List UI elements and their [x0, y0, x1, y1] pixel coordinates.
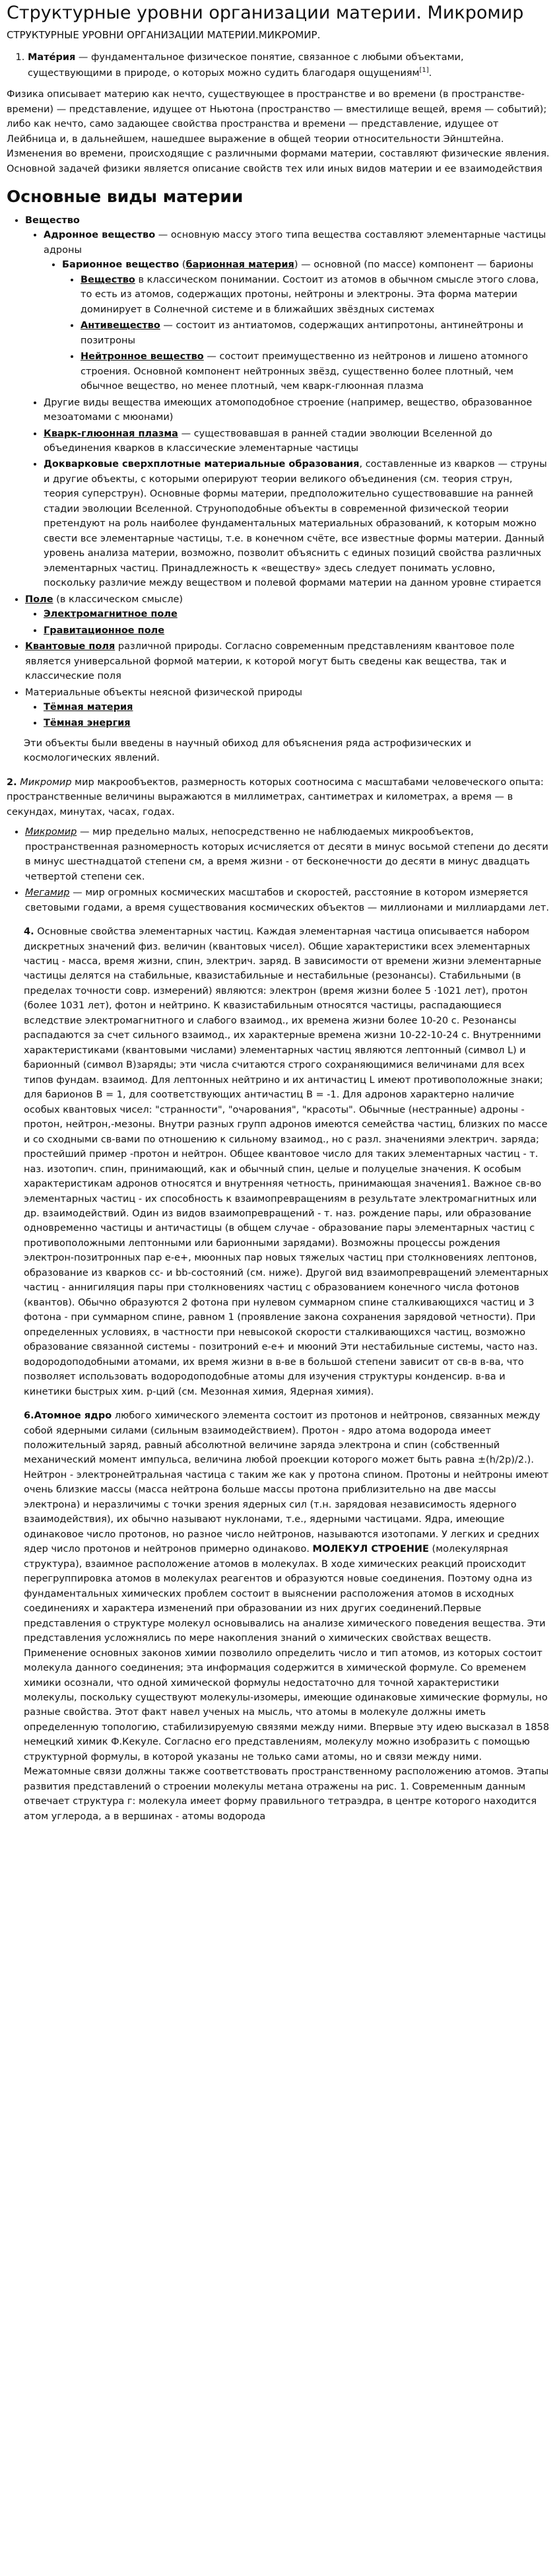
section6-paragraph: [7, 1409, 550, 1824]
em-field-label[interactable]: Электромагнитное поле: [44, 609, 178, 620]
field-tail: (в классическом смысле): [53, 594, 183, 605]
section6-lead: Атомное ядро: [34, 1410, 112, 1422]
substance-item: [25, 213, 550, 591]
micro-item: [25, 825, 550, 884]
neutron-label[interactable]: Нейтронное вещество: [81, 351, 204, 363]
grav-field-label[interactable]: Гравитационное поле: [44, 625, 165, 636]
hadron-item: [44, 228, 550, 394]
field-label[interactable]: Поле: [25, 594, 53, 605]
classic-substance-item: [81, 273, 550, 317]
baryon-label2[interactable]: барионная материя: [185, 260, 294, 271]
section6-text1: любого химического элемента состоит из протонов и нейтронов, связанных между собой ядерными силами (сильным взаимодействием). Протон - ядро атома водорода имеет положительный заряд, равный абсолютной величине заряда электрона и спин (собственный механический момент импульса, величина любой проекции которого может быть равна ±(h/2p)/2.). Нейтрон - электронейтральная частица с таким же как у протона спином. Протоны и нейтроны имеют очень близкие массы (масса нейтрона больше массы протона приблизительно на две массы электрона) и неразличимы с точки зрения ядерных сил (т.н. зарядовая независимость ядерного взаимодействия), их обычно называют нуклонами, т.е., ядерными частицами. Ядра, имеющие одинаковое число протонов, но разное число нейтронов, называются изотопами. У легких и средних ядер число протонов и нейтронов примерно одинаково.: [24, 1410, 549, 1555]
classic-substance-label[interactable]: Вещество: [81, 274, 135, 285]
dark-matter-item: [44, 700, 550, 714]
quantum-field-item: [25, 639, 550, 683]
prequark-label: Докварковые сверхплотные материальные образования: [44, 459, 360, 470]
definition-tail: .: [428, 67, 432, 79]
mega-label[interactable]: Мегамир: [25, 888, 70, 899]
microworld-text: мир макрообъектов, размерность которых соотносима с масштабами человеческого опыта: пространственные величины выражаются в миллиметрах, сантиметрах и километрах, а время — в секундах, минутах, часах, годах.: [7, 777, 544, 818]
types-heading: Основные виды материи: [7, 186, 244, 206]
definition-term: Мате́рия: [28, 52, 76, 63]
micro-list: [7, 825, 550, 915]
intro-paragraph: Физика описывает материю как нечто, существующее в пространстве и во времени (в пространстве-времени) — представление, идущее от Ньютона (пространство — вместилище вещей, время — событий); либо как нечто, само задающее свойства пространства и времени — представление, идущее от Лейбница и, в дальнейшем, нашедшее выражение в общей теории относительности Эйнштейна. Изменения во времени, происходящие с различными формами материи, составляют физические явления. Основной задачей физики является описание свойств тех или иных видов материи и ее взаимодействия: [7, 89, 550, 174]
dark-energy-item: [44, 716, 550, 730]
micro-text: — мир предельно малых, непосредственно не наблюдаемых микрообъектов, пространственная разномерность которых исчисляется от десяти в минус восьмой степени до десяти в минус шестнадцатой степени см, а время жизни - от бесконечности до десяти в минус двадцать четвертой степени сек.: [25, 827, 548, 882]
dark-energy-label[interactable]: Тёмная энергия: [44, 718, 131, 729]
grav-field-item: [44, 623, 550, 638]
qgp-item: [44, 427, 550, 456]
hadron-text: — основную массу этого типа вещества составляют элементарные частицы адроны: [44, 230, 546, 256]
antisubstance-label[interactable]: Антивещество: [81, 320, 160, 331]
antisubstance-item: [81, 318, 550, 348]
microworld-num: 2.: [7, 777, 17, 788]
definition-text: — фундаментальное физическое понятие, связанное с любыми объектами, существующими в природе, о которых можно судить благодаря ощущениям: [28, 52, 464, 79]
section4-paragraph: [7, 924, 550, 1399]
field-item: [25, 592, 550, 638]
quantum-field-label[interactable]: Квантовые поля: [25, 641, 115, 652]
em-field-item: [44, 607, 550, 621]
qgp-label[interactable]: Кварк-глюонная плазма: [44, 428, 178, 439]
page-title: Структурные уровни организации материи. Микромир: [7, 3, 524, 23]
definition-footnote[interactable]: [1]: [419, 66, 429, 74]
substance-label[interactable]: Вещество: [25, 215, 80, 226]
baryon-text: — основной (по массе) компонент — барионы: [298, 260, 534, 271]
prequark-text: , составленные из кварков — струны и другие объекты, с которыми оперируют теории великого объединения (см. теория струн, теория суперструн). Основные формы материи, предположительно существовавшие на ранней стадии эволюции Вселенной. Струноподобные объекты в современной физической теории претендуют на роль наиболее фундаментальных материальных образований, к которым можно свести все элементарные частицы, т.е. в конечном счёте, все известные формы материи. Данный уровень анализа материи, возможно, позволит объяснить с единых позиций свойства различных элементарных частиц. Принадлежность к «веществу» здесь следует понимать условно, поскольку различие между веществом и полевой формами материи на данном уровне стирается: [44, 459, 547, 589]
tree-note: Эти объекты были введены в научный обиход для объяснения ряда астрофизических и космологических явлений.: [24, 738, 472, 764]
quantum-field-text: различной природы. Согласно современным представлениям квантовое поле является универсальной формой материи, к которой могут быть сведены как вещества, так и классические поля: [25, 641, 515, 682]
mega-item: [25, 886, 550, 915]
neutron-text: — состоит преимущественно из нейтронов и лишено атомного строения. Основной компонент нейтронных звёзд, существенно более плотный, чем обычное вещество, но менее плотный, чем кварк-глюонная плазма: [81, 351, 529, 392]
qgp-text: — существовавшая в ранней стадии эволюции Вселенной до объединения кварков в классические элементарные частицы: [44, 428, 493, 454]
dark-matter-label[interactable]: Тёмная материя: [44, 701, 133, 713]
definition-list: [7, 50, 550, 81]
prequark-item: [44, 457, 550, 590]
definition-item: [28, 50, 550, 81]
unclear-item: [25, 685, 550, 731]
matter-tree: [7, 213, 550, 731]
section6-text2: (молекулярная структура), взаимное расположение атомов в молекулах. В ходе химических реакций происходит перегруппировка атомов в молекулах реагентов и образуются новые соединения. Поэтому одна из фундаментальных химических проблем состоит в выяснении расположения атомов в исходных соединениях и характера изменений при образовании из них других соединений.Первые представления о структуре молекул основывались на анализе химического поведения вещества. Эти представления усложнялись по мере накопления знаний о химических свойствах веществ. Применение основных законов химии позволило определить число и тип атомов, из которых состоит молекула данного соединения; эта информация содержится в химической формуле. Со временем химики осознали, что одной химической формулы недостаточно для точной характеристики молекулы, поскольку существуют молекулы-изомеры, имеющие одинаковые химические формулы, но разные свойства. Этот факт навел ученых на мысль, что атомы в молекуле должны иметь определенную топологию, стабилизируемую связями между ними. Впервые эту идею высказал в 1858 немецкий химик Ф.Кекуле. Согласно его представлениям, молекулу можно изобразить с помощью структурной формулы, в которой указаны не только сами атомы, но и связи между ними. Межатомные связи должны также соответствовать пространственному расположению атомов. Этапы развития представлений о строении молекулы метана отражены на рис. 1. Современным данным отвечает структура г: молекула имеет форму правильного тетраэдра, в центре которого находится атом углерода, а в вершинах - атомы водорода: [24, 1544, 550, 1822]
mega-text: — мир огромных космических масштабов и скоростей, расстояние в котором измеряется световыми годами, а время существования космических объектов — миллионами и миллиардами лет.: [25, 888, 549, 913]
antisubstance-text: — состоит из антиатомов, содержащих антипротоны, антинейтроны и позитроны: [81, 320, 523, 346]
section4-num: 4.: [24, 926, 34, 938]
baryon-label[interactable]: Барионное вещество: [62, 260, 180, 271]
micro-label[interactable]: Микромир: [25, 827, 77, 838]
unclear-label: Материальные объекты неясной физической природы: [25, 687, 303, 698]
section4-text: Основные свойства элементарных частиц. Каждая элементарная частица описывается набором дискретных значений физ. величин (квантовых чисел). Общие характеристики всех элементарных частиц - масса, время жизни, спин, электрич. заряд. В зависимости от времени жизни элементарные частицы делятся на стабильные, квазистабильные и нестабильные (резонансы). Стабильными (в пределах точности совр. измерений) являются: электрон (время жизни более 5 ·1021 лет), протон (более 1031 лет), фотон и нейтрино. К квазистабильным относятся частицы, распадающиеся вследствие электромагнитного и слабого взаимод., их времена жизни более 10-20 с. Резонансы распадаются за счет сильного взаимод., их характерные времена жизни 10-22-10-24 с. Внутренними характеристиками (квантовыми числами) элементарных частиц являются лептонный (символ L) и барионный (символ В)заряды; эти числа считаются строго сохраняющимися величинами для всех типов фундам. взаимод. Для лептонных нейтрино и их античастиц L имеют противоположные знаки; для барионов В = 1, для соответствующих античастиц В = -1. Для адронов характерно наличие особых квантовых чисел: "странности", "очарования", "красоты". Обычные (нестранные) адроны - протон, нейтрон,-мезоны. Внутри разных групп адронов имеются семейства частиц, близких по массе и со сходными св-вами по отношению к сильному взаимод., но с разл. значениями электрич. заряда; простейший пример -протон и нейтрон. Общее квантовое число для таких элементарных частиц - т. наз. изотопич. спин, принимающий, как и обычный спин, целые и полуцелые значения. К особым характеристикам адронов относятся и внутренняя четность, принимающая значения1. Важное св-во элементарных частиц - их способность к взаимопревращениям в результате электромагнитных или др. взаимодействий. Один из видов взаимопревращений - т. наз. рождение пары, или образование одновременно частицы и античастицы (в общем случае - образование пары элементарных частиц с противоположными лептонными или барионными зарядами). Возможны процессы рождения электрон-позитронных пар е-е+, мюонных пар новых тяжелых частиц при столкновениях лептонов, образование из кварков сс- и bb-состояний (см. ниже). Другой вид взаимопревращений элементарных частиц - аннигиляция пары при столкновениях частиц с образованием конечного числа фотонов (квантов). Обычно образуются 2 фотона при нулевом суммарном спине сталкивающихся частиц и 3 фотона - при суммарном спине, равном 1 (проявление закона сохранения зарядовой четности). При определенных условиях, в частности при невысокой скорости сталкивающихся частиц, возможно образование связанной системы - позитроний е-е+ и мюоний Эти нестабильные системы, часто наз. водородоподобными атомами, их время жизни в в-ве в большой степени зависит от св-в в-ва, что позволяет использовать водородоподобные атомы для изучения структуры конденсир. в-ва и кинетики быстрых хим. р-ций (см. Мезонная химия, Ядерная химия).: [24, 926, 548, 1397]
section6-bold: МОЛЕКУЛ СТРОЕНИЕ: [312, 1544, 429, 1555]
microworld-lead: Микромир: [20, 777, 72, 788]
other-hadron-item: • Другие виды вещества имеющих атомоподобное строение (например, вещество, образованное мезоатомами с мюонами): [44, 396, 550, 425]
neutron-item: [81, 349, 550, 394]
section6-num: 6.: [24, 1410, 34, 1422]
microworld-paragraph: [7, 775, 550, 819]
baryon-item: • Барионное вещество (барионная материя) — основной (по массе) компонент — барионы • Вещество в классическом понимании. Состоит из атомов в обычном смысле этого слова, то есть из атомов, содержащих протоны, нейтроны и электроны. Эта форма материи доминирует в Солнечной системе и в ближайших звёздных системах • Антивещество — состоит из антиатомов, содержащих антипротоны, антинейтроны и позитроны • Нейтронное вещество — состоит преимущественно из нейтронов и лишено атомного строения. Основной компонент нейтронных звёзд, существенно более плотный, чем обычное вещество, но менее плотный, чем кварк-глюонная плазма: [62, 258, 550, 394]
hadron-label[interactable]: Адронное вещество: [44, 230, 156, 241]
page-subtitle: СТРУКТУРНЫЕ УРОВНИ ОРГАНИЗАЦИИ МАТЕРИИ.МИКРОМИР.: [7, 29, 321, 42]
classic-substance-text: в классическом понимании. Состоит из атомов в обычном смысле этого слова, то есть из атомов, содержащих протоны, нейтроны и электроны. Эта форма материи доминирует в Солнечной системе и в ближайших звёздных системах: [81, 274, 539, 315]
